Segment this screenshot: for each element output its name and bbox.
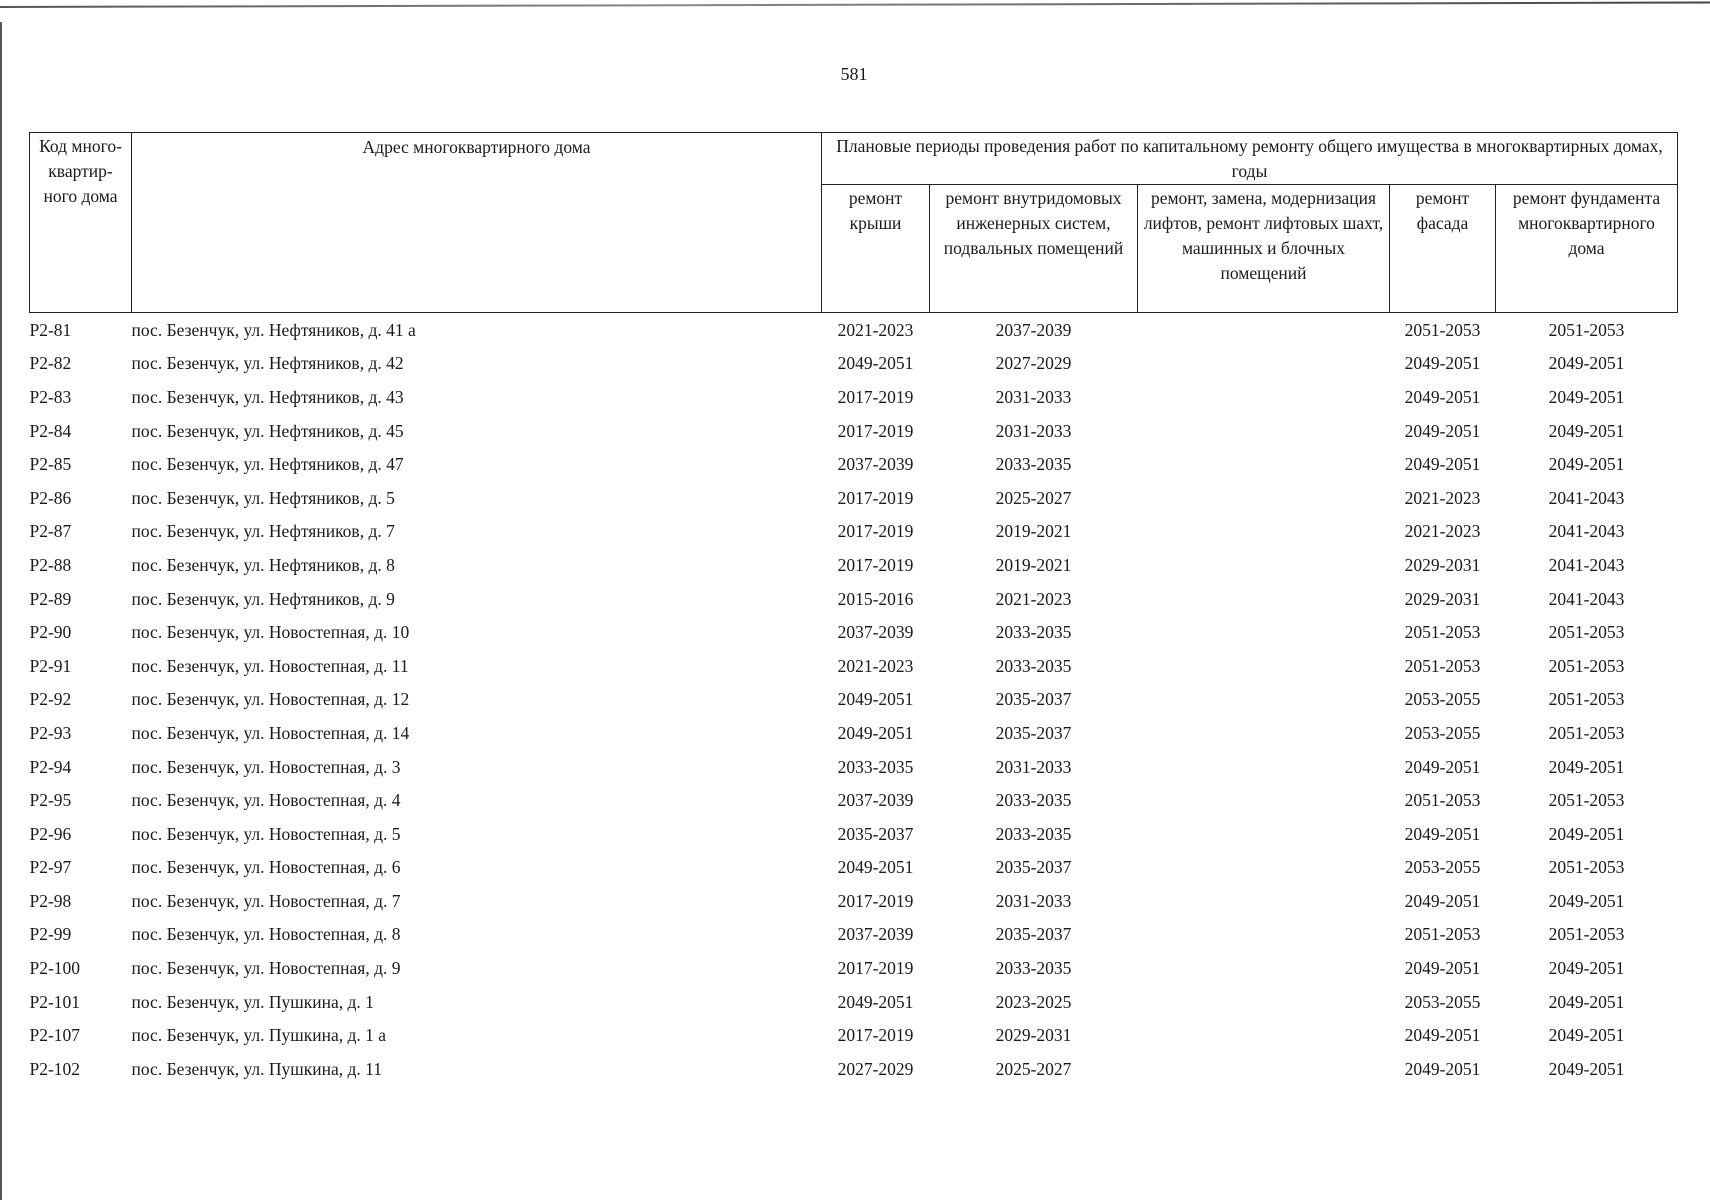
cell-roof: 2015-2016 [837, 588, 914, 609]
cell-code: Р2-91 [29, 655, 72, 676]
cell-facade: 2049-2051 [1404, 823, 1481, 844]
cell-foundation: 2051-2053 [1548, 689, 1625, 710]
cell-elevators [1138, 1018, 1390, 1052]
cell-roof: 2049-2051 [837, 689, 914, 710]
cell-code: Р2-94 [29, 756, 72, 777]
cell-elevators [1138, 918, 1390, 952]
cell-code: Р2-89 [29, 588, 72, 609]
table-row [30, 918, 1678, 952]
cell-elevators [1138, 817, 1390, 851]
cell-facade: 2049-2051 [1404, 1025, 1481, 1046]
cell-facade: 2049-2051 [1404, 756, 1481, 777]
header-elevators: ремонт, замена, модернизация лифтов, ремонт лифтовых шахт, машинных и блочных помещений [1138, 185, 1390, 313]
table-row [30, 817, 1678, 851]
cell-elevators [1138, 481, 1390, 515]
table-row [30, 783, 1678, 817]
cell-engineering: 2031-2033 [995, 890, 1072, 911]
table-header [30, 133, 1678, 313]
cell-code: Р2-101 [29, 991, 81, 1012]
table-row [30, 313, 1678, 347]
cell-code: Р2-87 [29, 521, 72, 542]
cell-engineering: 2031-2033 [995, 386, 1072, 407]
cell-engineering: 2035-2037 [995, 857, 1072, 878]
cell-engineering: 2033-2035 [995, 958, 1072, 979]
cell-address: пос. Безенчук, ул. Нефтяников, д. 41 а [131, 319, 416, 340]
table-row [30, 683, 1678, 717]
cell-address: пос. Безенчук, ул. Новостепная, д. 3 [131, 756, 401, 777]
cell-engineering: 2029-2031 [995, 1025, 1072, 1046]
table-row [30, 548, 1678, 582]
cell-foundation: 2049-2051 [1548, 420, 1625, 441]
cell-roof: 2017-2019 [837, 958, 914, 979]
cell-foundation: 2049-2051 [1548, 890, 1625, 911]
table-row [30, 481, 1678, 515]
cell-code: Р2-95 [29, 790, 72, 811]
cell-roof: 2021-2023 [837, 319, 914, 340]
cell-facade: 2053-2055 [1404, 689, 1481, 710]
cell-foundation: 2049-2051 [1548, 991, 1625, 1012]
cell-roof: 2037-2039 [837, 924, 914, 945]
cell-facade: 2029-2031 [1404, 554, 1481, 575]
cell-elevators [1138, 951, 1390, 985]
cell-facade: 2049-2051 [1404, 958, 1481, 979]
cell-roof: 2021-2023 [837, 655, 914, 676]
cell-code: Р2-84 [29, 420, 72, 441]
cell-address: пос. Безенчук, ул. Новостепная, д. 14 [131, 722, 410, 743]
cell-foundation: 2051-2053 [1548, 319, 1625, 340]
cell-address: пос. Безенчук, ул. Новостепная, д. 11 [131, 655, 409, 676]
cell-foundation: 2051-2053 [1548, 722, 1625, 743]
cell-code: Р2-92 [29, 689, 72, 710]
cell-foundation: 2051-2053 [1548, 622, 1625, 643]
cell-roof: 2049-2051 [837, 353, 914, 374]
cell-elevators [1138, 716, 1390, 750]
cell-elevators [1138, 548, 1390, 582]
cell-code: Р2-85 [29, 454, 72, 475]
cell-address: пос. Безенчук, ул. Нефтяников, д. 7 [131, 521, 395, 542]
cell-engineering: 2033-2035 [995, 823, 1072, 844]
cell-code: Р2-83 [29, 386, 72, 407]
cell-address: пос. Безенчук, ул. Пушкина, д. 1 а [131, 1025, 387, 1046]
cell-facade: 2049-2051 [1404, 386, 1481, 407]
cell-address: пос. Безенчук, ул. Новостепная, д. 9 [131, 958, 401, 979]
cell-engineering: 2033-2035 [995, 454, 1072, 475]
cell-roof: 2049-2051 [837, 857, 914, 878]
cell-address: пос. Безенчук, ул. Нефтяников, д. 47 [131, 454, 404, 475]
table-row [30, 750, 1678, 784]
cell-code: Р2-97 [29, 857, 72, 878]
cell-foundation: 2041-2043 [1548, 521, 1625, 542]
cell-code: Р2-90 [29, 622, 72, 643]
cell-roof: 2017-2019 [837, 386, 914, 407]
cell-engineering: 2033-2035 [995, 655, 1072, 676]
cell-roof: 2017-2019 [837, 1025, 914, 1046]
cell-roof: 2049-2051 [837, 991, 914, 1012]
header-foundation: ремонт фундамента многоквартирного дома [1496, 185, 1678, 313]
cell-address: пос. Безенчук, ул. Пушкина, д. 1 [131, 991, 374, 1012]
cell-code: Р2-86 [29, 487, 72, 508]
cell-elevators [1138, 313, 1390, 347]
cell-foundation: 2051-2053 [1548, 924, 1625, 945]
cell-facade: 2029-2031 [1404, 588, 1481, 609]
cell-foundation: 2049-2051 [1548, 386, 1625, 407]
cell-engineering: 2037-2039 [995, 319, 1072, 340]
cell-facade: 2051-2053 [1404, 924, 1481, 945]
table-row [30, 582, 1678, 616]
cell-engineering: 2019-2021 [995, 554, 1072, 575]
cell-address: пос. Безенчук, ул. Новостепная, д. 12 [131, 689, 410, 710]
header-facade: ремонт фасада [1390, 185, 1496, 313]
cell-engineering: 2025-2027 [995, 487, 1072, 508]
cell-facade: 2053-2055 [1404, 857, 1481, 878]
cell-elevators [1138, 783, 1390, 817]
cell-engineering: 2031-2033 [995, 420, 1072, 441]
cell-code: Р2-102 [29, 1058, 81, 1079]
cell-elevators [1138, 884, 1390, 918]
table-row [30, 951, 1678, 985]
cell-engineering: 2027-2029 [995, 353, 1072, 374]
cell-address: пос. Безенчук, ул. Новостепная, д. 8 [131, 924, 401, 945]
cell-roof: 2037-2039 [837, 790, 914, 811]
table-row [30, 649, 1678, 683]
cell-facade: 2053-2055 [1404, 722, 1481, 743]
cell-elevators [1138, 649, 1390, 683]
cell-elevators [1138, 515, 1390, 549]
cell-address: пос. Безенчук, ул. Нефтяников, д. 8 [131, 554, 395, 575]
table-row [30, 380, 1678, 414]
cell-roof: 2033-2035 [837, 756, 914, 777]
table-row [30, 716, 1678, 750]
cell-foundation: 2051-2053 [1548, 857, 1625, 878]
cell-foundation: 2049-2051 [1548, 1058, 1625, 1079]
cell-address: пос. Безенчук, ул. Нефтяников, д. 45 [131, 420, 404, 441]
cell-foundation: 2051-2053 [1548, 655, 1625, 676]
cell-engineering: 2033-2035 [995, 790, 1072, 811]
cell-address: пос. Безенчук, ул. Нефтяников, д. 5 [131, 487, 395, 508]
cell-elevators [1138, 447, 1390, 481]
cell-address: пос. Безенчук, ул. Новостепная, д. 5 [131, 823, 401, 844]
table-row [30, 884, 1678, 918]
cell-code: Р2-82 [29, 353, 72, 374]
header-address: Адрес многоквартирного дома [132, 133, 822, 313]
table-body [30, 313, 1678, 1086]
cell-foundation: 2051-2053 [1548, 790, 1625, 811]
cell-foundation: 2049-2051 [1548, 454, 1625, 475]
cell-address: пос. Безенчук, ул. Новостепная, д. 4 [131, 790, 401, 811]
cell-code: Р2-93 [29, 722, 72, 743]
cell-facade: 2049-2051 [1404, 420, 1481, 441]
cell-roof: 2017-2019 [837, 487, 914, 508]
cell-foundation: 2049-2051 [1548, 958, 1625, 979]
scan-edge-top [0, 2, 1710, 8]
table-row [30, 1018, 1678, 1052]
cell-elevators [1138, 1052, 1390, 1086]
table-row [30, 985, 1678, 1019]
cell-elevators [1138, 985, 1390, 1019]
cell-foundation: 2049-2051 [1548, 1025, 1625, 1046]
cell-address: пос. Безенчук, ул. Пушкина, д. 11 [131, 1058, 383, 1079]
cell-facade: 2049-2051 [1404, 890, 1481, 911]
cell-facade: 2051-2053 [1404, 319, 1481, 340]
cell-code: Р2-100 [29, 958, 81, 979]
page-number: 581 [840, 64, 868, 84]
cell-engineering: 2031-2033 [995, 756, 1072, 777]
cell-facade: 2049-2051 [1404, 454, 1481, 475]
cell-address: пос. Безенчук, ул. Нефтяников, д. 42 [131, 353, 404, 374]
cell-engineering: 2025-2027 [995, 1058, 1072, 1079]
table-row [30, 615, 1678, 649]
cell-foundation: 2049-2051 [1548, 353, 1625, 374]
cell-roof: 2035-2037 [837, 823, 914, 844]
cell-roof: 2037-2039 [837, 622, 914, 643]
cell-roof: 2037-2039 [837, 454, 914, 475]
cell-elevators [1138, 347, 1390, 381]
cell-elevators [1138, 615, 1390, 649]
cell-foundation: 2049-2051 [1548, 823, 1625, 844]
cell-engineering: 2035-2037 [995, 689, 1072, 710]
cell-elevators [1138, 683, 1390, 717]
table-row [30, 414, 1678, 448]
cell-foundation: 2049-2051 [1548, 756, 1625, 777]
cell-foundation: 2041-2043 [1548, 588, 1625, 609]
cell-engineering: 2019-2021 [995, 521, 1072, 542]
cell-elevators [1138, 582, 1390, 616]
header-periods: Плановые периоды проведения работ по капитальному ремонту общего имущества в многоквартирных домах, годы [822, 133, 1678, 185]
cell-foundation: 2041-2043 [1548, 554, 1625, 575]
cell-code: Р2-96 [29, 823, 72, 844]
table-row [30, 515, 1678, 549]
cell-code: Р2-88 [29, 554, 72, 575]
cell-facade: 2051-2053 [1404, 790, 1481, 811]
cell-facade: 2049-2051 [1404, 1058, 1481, 1079]
cell-roof: 2017-2019 [837, 521, 914, 542]
cell-facade: 2021-2023 [1404, 487, 1481, 508]
cell-roof: 2027-2029 [837, 1058, 914, 1079]
table-row [30, 347, 1678, 381]
cell-code: Р2-81 [29, 319, 72, 340]
cell-foundation: 2041-2043 [1548, 487, 1625, 508]
cell-address: пос. Безенчук, ул. Нефтяников, д. 9 [131, 588, 395, 609]
cell-facade: 2051-2053 [1404, 622, 1481, 643]
cell-address: пос. Безенчук, ул. Нефтяников, д. 43 [131, 386, 404, 407]
cell-roof: 2049-2051 [837, 722, 914, 743]
cell-address: пос. Безенчук, ул. Новостепная, д. 7 [131, 890, 401, 911]
cell-roof: 2017-2019 [837, 420, 914, 441]
header-roof: ремонт крыши [822, 185, 930, 313]
cell-facade: 2021-2023 [1404, 521, 1481, 542]
cell-code: Р2-99 [29, 924, 72, 945]
cell-address: пос. Безенчук, ул. Новостепная, д. 10 [131, 622, 410, 643]
table-row [30, 447, 1678, 481]
cell-code: Р2-107 [29, 1025, 81, 1046]
header-code: Код много-квартир-ного дома [30, 133, 132, 313]
cell-engineering: 2021-2023 [995, 588, 1072, 609]
table-row [30, 851, 1678, 885]
table-row [30, 1052, 1678, 1086]
cell-roof: 2017-2019 [837, 554, 914, 575]
cell-engineering: 2035-2037 [995, 924, 1072, 945]
cell-code: Р2-98 [29, 890, 72, 911]
cell-facade: 2053-2055 [1404, 991, 1481, 1012]
cell-engineering: 2023-2025 [995, 991, 1072, 1012]
cell-engineering: 2035-2037 [995, 722, 1072, 743]
cell-address: пос. Безенчук, ул. Новостепная, д. 6 [131, 857, 401, 878]
cell-elevators [1138, 851, 1390, 885]
cell-elevators [1138, 414, 1390, 448]
cell-elevators [1138, 750, 1390, 784]
cell-engineering: 2033-2035 [995, 622, 1072, 643]
scan-edge-left [0, 22, 2, 1200]
cell-elevators [1138, 380, 1390, 414]
header-engineering: ремонт внутридомовых инженерных систем, подвальных помещений [930, 185, 1138, 313]
cell-facade: 2049-2051 [1404, 353, 1481, 374]
cell-facade: 2051-2053 [1404, 655, 1481, 676]
capital-repair-table [29, 132, 1678, 1086]
cell-roof: 2017-2019 [837, 890, 914, 911]
